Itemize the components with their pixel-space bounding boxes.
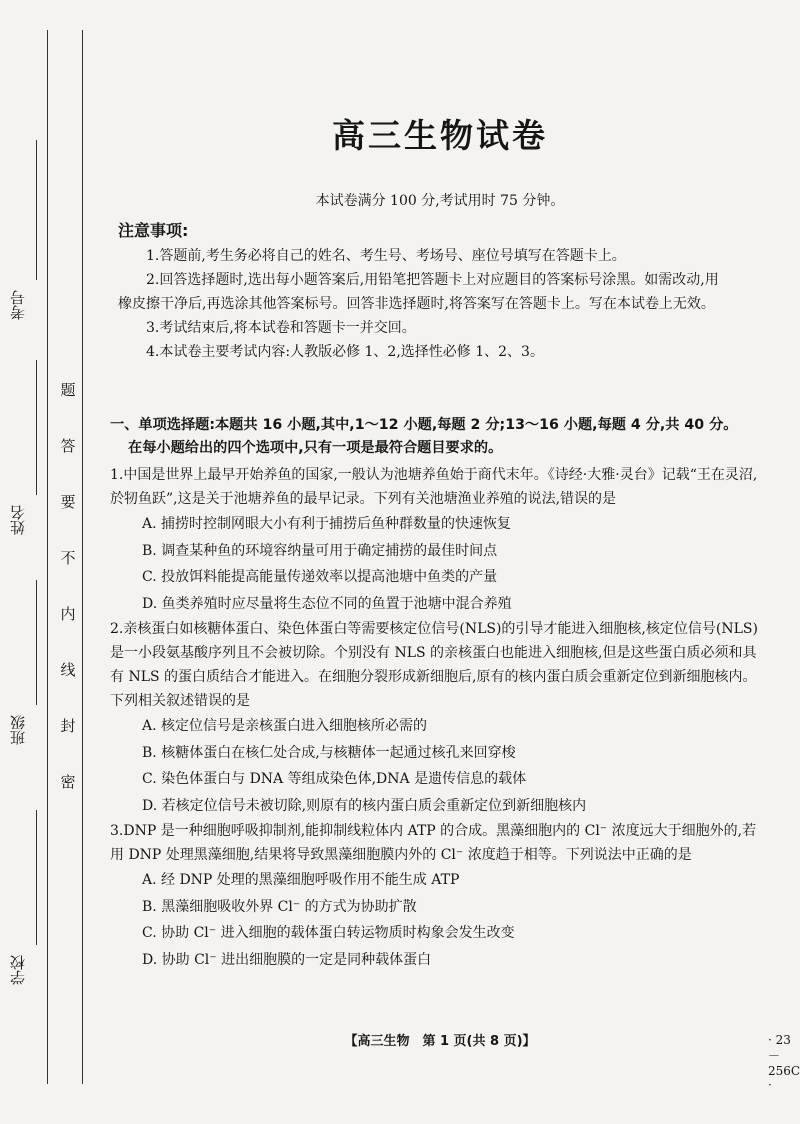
field-label-class: 班级 [9, 715, 27, 745]
seal-char: 要 [60, 493, 76, 511]
field-blank-school[interactable] [36, 810, 37, 945]
question-2 [110, 617, 770, 819]
option-b: B. 核糖体蛋白在核仁处合成,与核糖体一起通过核孔来回穿梭 [142, 744, 516, 761]
question-stem: 2.亲核蛋白如核糖体蛋白、染色体蛋白等需要核定位信号(NLS)的引导才能进入细胞核,核定位信号(NLS)是一小段氨基酸序列且不会被切除。个别没有 NLS 的亲核蛋白也能进入细胞核,但是这些蛋白质必须和具有 NLS 的蛋白质结合才能进入。在细胞分裂形成新细胞后,原有的核内蛋白质会重新定位到新细胞核内。下列相关叙述错误的是 [110, 621, 758, 709]
seal-char: 题 [60, 381, 76, 399]
seal-char: 内 [60, 605, 76, 623]
option-a: A. 经 DNP 处理的黑藻细胞呼吸作用不能生成 ATP [142, 872, 460, 888]
seal-char: 线 [60, 661, 76, 679]
option-b: B. 黑藻细胞吸收外界 Cl⁻ 的方式为协助扩散 [142, 898, 417, 915]
option-a: A. 捕捞时控制网眼大小有利于捕捞后鱼种群数量的快速恢复 [142, 516, 512, 532]
note-item: 3.考试结束后,将本试卷和答题卡一并交回。 [146, 320, 416, 336]
notes-list [118, 244, 728, 364]
option-d: D. 协助 Cl⁻ 进出细胞膜的一定是同种载体蛋白 [142, 951, 432, 968]
field-blank-exam-number[interactable] [36, 140, 37, 280]
field-blank-class[interactable] [36, 580, 37, 705]
binding-line-inner [82, 30, 83, 1084]
seal-char: 密 [60, 773, 76, 791]
notes-heading: 注意事项: [118, 221, 189, 240]
question-stem: 3.DNP 是一种细胞呼吸抑制剂,能抑制线粒体内 ATP 的合成。黑藻细胞内的 Cl⁻ 浓度远大于细胞外的,若用 DNP 处理黑藻细胞,结果将导致黑藻细胞膜内外的 Cl⁻ 浓度趋于相等。下列说法中正确的是 [110, 823, 757, 863]
note-item: 4.本试卷主要考试内容:人教版必修 1、2,选择性必修 1、2、3。 [146, 344, 544, 360]
option-a: A. 核定位信号是亲核蛋白进入细胞核所必需的 [142, 718, 428, 734]
seal-char: 答 [60, 437, 76, 455]
question-1 [110, 463, 770, 617]
field-label-school: 学校 [9, 955, 27, 985]
binding-line-outer [47, 30, 48, 1084]
page-footer: 【高三生物 第 1 页(共 8 页)】 [344, 1034, 536, 1049]
option-d: D. 鱼类养殖时应尽量将生态位不同的鱼置于池塘中混合养殖 [142, 595, 512, 612]
option-b: B. 调查某种鱼的环境容纳量可用于确定捕捞的最佳时间点 [142, 542, 498, 559]
field-label-name: 姓名 [9, 505, 27, 535]
option-c: C. 染色体蛋白与 DNA 等组成染色体,DNA 是遗传信息的载体 [142, 771, 527, 787]
exam-title: 高三生物试卷 [332, 116, 548, 155]
binding-margin [0, 0, 92, 1124]
exam-subtitle: 本试卷满分 100 分,考试用时 75 分钟。 [315, 193, 565, 209]
question-list [110, 463, 770, 973]
section-heading-line: 一、单项选择题:本题共 16 小题,其中,1～12 小题,每题 2 分;13～16 小题,每题 4 分,共 40 分。 [110, 417, 738, 433]
option-d: D. 若核定位信号未被切除,则原有的核内蛋白质会重新定位到新细胞核内 [142, 797, 587, 814]
paper-code: · 23－256C · [768, 1033, 800, 1092]
section-heading-line: 在每小题给出的四个选项中,只有一项是最符合题目要求的。 [128, 440, 503, 456]
option-c: C. 协助 Cl⁻ 进入细胞的载体蛋白转运物质时构象会发生改变 [142, 925, 515, 941]
question-stem: 1.中国是世界上最早开始养鱼的国家,一般认为池塘养鱼始于商代末年。《诗经·大雅·灵台》记载“王在灵沼,於牣鱼跃”,这是关于池塘养鱼的最早记录。下列有关池塘渔业养殖的说法,错误的是 [110, 467, 758, 507]
question-3 [110, 819, 770, 973]
section-heading [110, 414, 782, 460]
field-blank-name[interactable] [36, 360, 37, 495]
seal-char: 不 [60, 549, 76, 567]
field-label-exam-number: 考号 [9, 290, 27, 320]
note-item: 1.答题前,考生务必将自己的姓名、考生号、考场号、座位号填写在答题卡上。 [146, 248, 626, 264]
seal-char: 封 [60, 717, 76, 735]
note-item: 2.回答选择题时,选出每小题答案后,用铅笔把答题卡上对应题目的答案标号涂黑。如需改动,用橡皮擦干净后,再选涂其他答案标号。回答非选择题时,将答案写在答题卡上。写在本试卷上无效。 [118, 272, 719, 312]
option-c: C. 投放饵料能提高能量传递效率以提高池塘中鱼类的产量 [142, 569, 498, 585]
